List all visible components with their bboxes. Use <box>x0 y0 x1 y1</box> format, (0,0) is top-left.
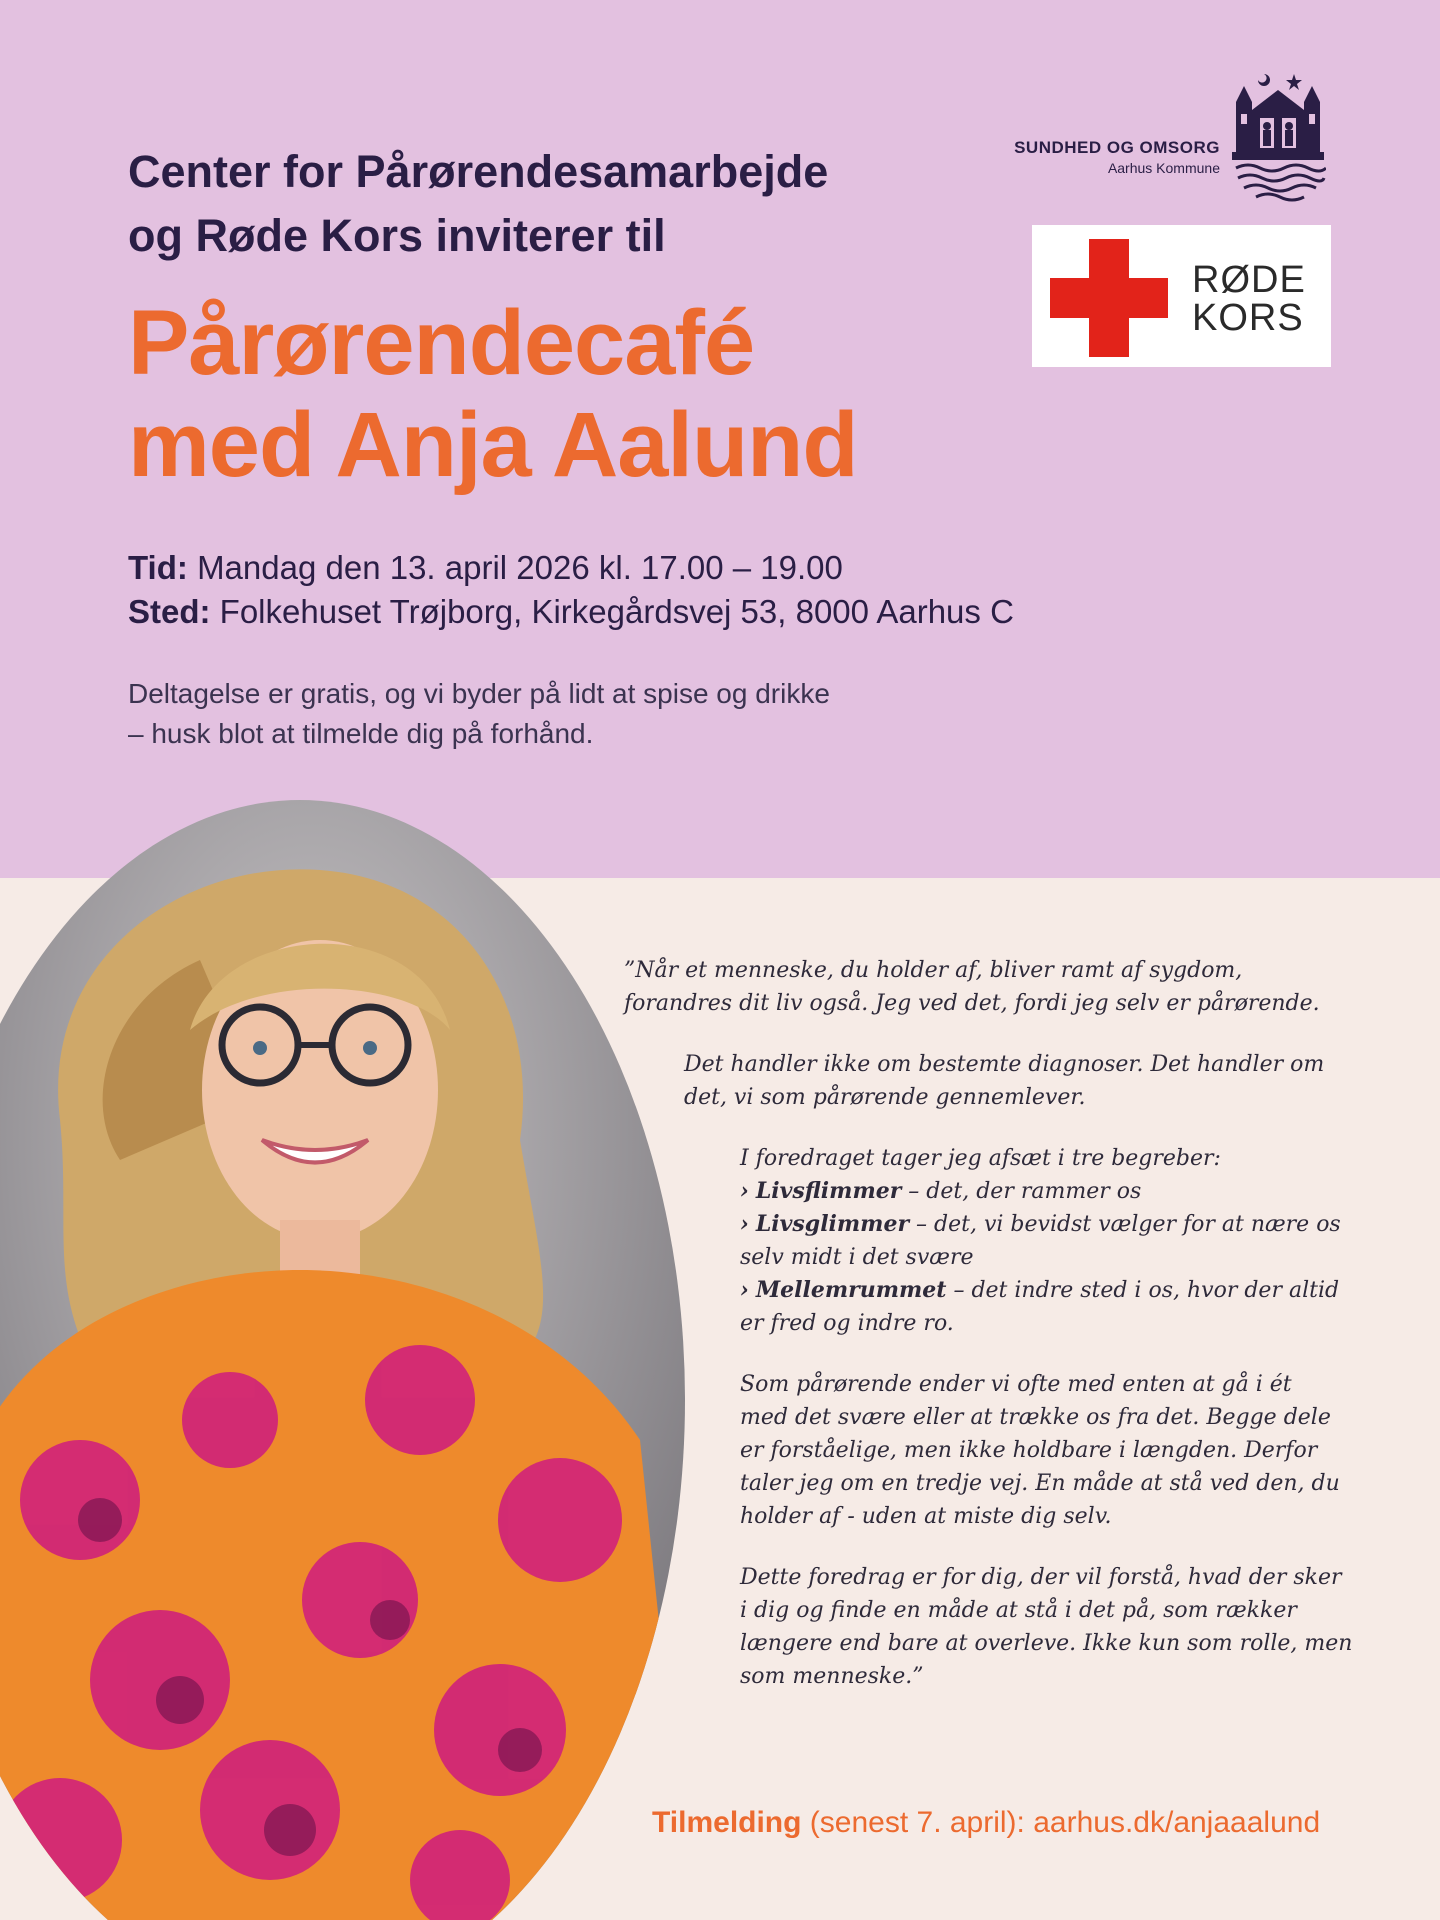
quote-line: I foredraget tager jeg afsæt i tre begreber: <box>740 1146 1221 1171</box>
aarhus-crest-icon <box>1230 72 1326 202</box>
quote-paragraph-5 <box>624 1561 1354 1693</box>
bullet-livsflimmer <box>740 1175 1354 1208</box>
invitation-heading <box>128 140 928 268</box>
participation-note <box>128 674 1128 754</box>
event-title <box>128 292 1028 496</box>
bullet-text: – det, vi bevidst vælger for at nære os <box>909 1212 1341 1237</box>
invitation-line-1: Center for Pårørendesamarbejde <box>128 146 829 197</box>
invitation-line-2: og Røde Kors inviterer til <box>128 210 666 261</box>
kommune-department: SUNDHED OG OMSORG <box>1014 138 1220 157</box>
signup-deadline: (senest 7. april): <box>801 1806 1034 1839</box>
bullet-mark: › <box>740 1211 749 1237</box>
bullet-term: Livsflimmer <box>755 1178 902 1204</box>
bullet-text-cont: er fred og indre ro. <box>740 1311 954 1336</box>
bullet-mark: › <box>740 1178 749 1204</box>
redcross-line-2: KORS <box>1192 297 1304 339</box>
redcross-logo <box>1032 225 1331 367</box>
event-title-line-1: Pårørendecafé <box>128 292 755 394</box>
event-place <box>128 590 1228 634</box>
event-info <box>128 546 1228 634</box>
kommune-name: Aarhus Kommune <box>1107 160 1220 176</box>
participation-line-1: Deltagelse er gratis, og vi byder på lidt at spise og drikke <box>128 678 830 709</box>
quote-line: længere end bare at overleve. Ikke kun som rolle, men <box>740 1631 1353 1656</box>
signup-link[interactable]: aarhus.dk/anjaaalund <box>1033 1806 1321 1839</box>
quote-line: taler jeg om en tredje vej. En måde at stå ved den, du <box>740 1471 1340 1496</box>
bullet-mark: › <box>740 1277 749 1303</box>
bullet-term: Mellemrummet <box>755 1277 947 1303</box>
event-title-line-2: med Anja Aalund <box>128 394 858 496</box>
quote-line: Dette foredrag er for dig, der vil forstå, hvad der sker <box>740 1565 1342 1590</box>
bullet-mellemrummet <box>740 1274 1354 1307</box>
place-label: Sted: <box>128 593 211 630</box>
bullet-term: Livsglimmer <box>755 1211 910 1237</box>
time-label: Tid: <box>128 549 188 586</box>
quote-paragraph-4 <box>624 1368 1354 1533</box>
red-cross-icon <box>1050 239 1168 357</box>
quote-line: som menneske.” <box>740 1664 924 1689</box>
quote-line: ”Når et menneske, du holder af, bliver ramt af sygdom, <box>624 958 1243 983</box>
time-value: Mandag den 13. april 2026 kl. 17.00 – 19.00 <box>197 549 843 586</box>
signup-label: Tilmelding <box>652 1806 802 1839</box>
speaker-portrait <box>0 800 690 1920</box>
quote-line: holder af - uden at miste dig selv. <box>740 1504 1112 1529</box>
bullet-text: – det, der rammer os <box>901 1179 1142 1204</box>
quote-line: forandres dit liv også. Jeg ved det, fordi jeg selv er pårørende. <box>624 991 1320 1016</box>
redcross-wordmark <box>1192 261 1306 337</box>
bullet-text: – det indre sted i os, hvor der altid <box>946 1278 1340 1303</box>
participation-line-2: – husk blot at tilmelde dig på forhånd. <box>128 718 594 749</box>
quote-paragraph-2 <box>624 1048 1354 1114</box>
quote-line: Som pårørende ender vi ofte med enten at gå i ét <box>740 1372 1292 1397</box>
place-value: Folkehuset Trøjborg, Kirkegårdsvej 53, 8000 Aarhus C <box>219 593 1014 630</box>
event-time <box>128 546 1228 590</box>
quote-line: med det svære eller at trække os fra det. Begge dele <box>740 1405 1331 1430</box>
speaker-quote <box>624 954 1354 1721</box>
bullet-livsglimmer <box>740 1208 1354 1241</box>
quote-line: det, vi som pårørende gennemlever. <box>684 1085 1086 1110</box>
bullet-text-cont: selv midt i det svære <box>740 1245 974 1270</box>
quote-line: i dig og finde en måde at stå i det på, som rækker <box>740 1598 1297 1623</box>
quote-paragraph-3 <box>624 1142 1354 1340</box>
quote-line: Det handler ikke om bestemte diagnoser. Det handler om <box>684 1052 1325 1077</box>
quote-line: er forståelige, men ikke holdbare i længden. Derfor <box>740 1438 1318 1463</box>
redcross-line-1: RØDE <box>1192 259 1306 301</box>
quote-paragraph-1 <box>624 954 1354 1020</box>
signup-line <box>652 1803 1412 1843</box>
kommune-logo-text <box>1010 138 1220 176</box>
